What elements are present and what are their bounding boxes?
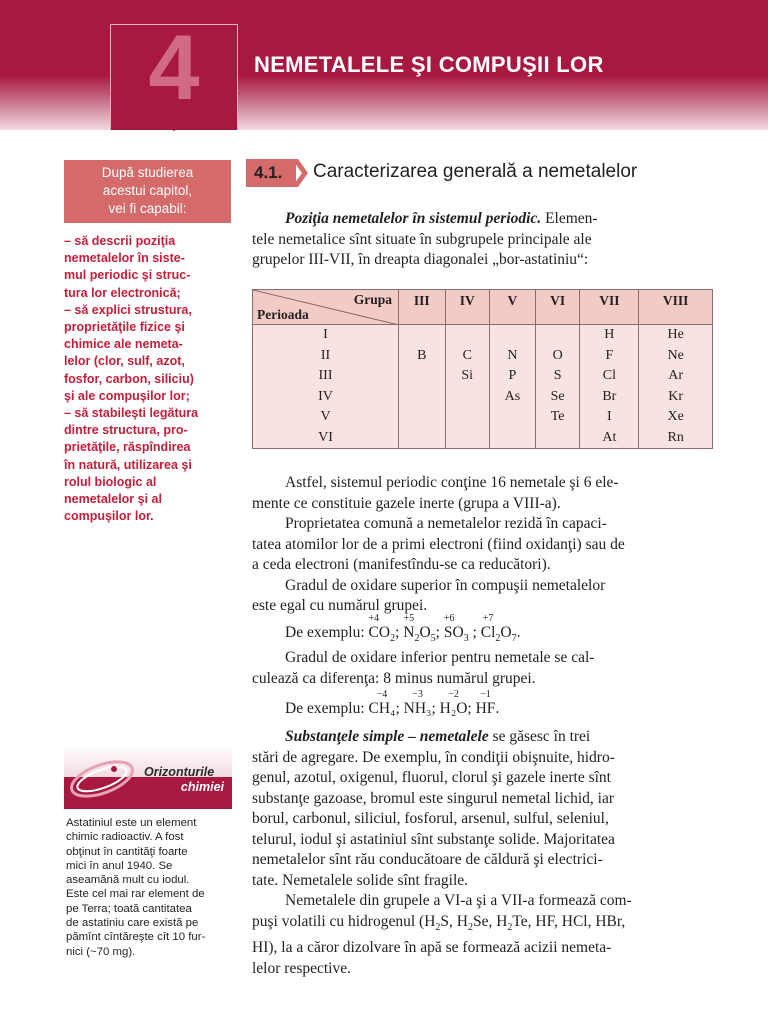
chapter-title: NEMETALELE ŞI COMPUŞII LOR — [254, 52, 604, 77]
element-cell — [399, 387, 446, 408]
horizon-line: nici (~70 mg). — [66, 945, 136, 958]
text-line: se găsesc în trei — [488, 728, 591, 745]
period-cell: III — [253, 366, 399, 387]
horizon-line: de astatiniu care există pe — [66, 917, 199, 930]
bold-term: Substanţele simple – nemetalele — [285, 728, 489, 745]
chapter-number: 4 — [148, 17, 200, 119]
element-cell: As — [489, 387, 535, 408]
table-header-row — [253, 290, 713, 325]
element-cell: F — [580, 346, 639, 367]
element-cell: S — [535, 366, 579, 387]
oxidation-number: +7 — [482, 613, 494, 624]
period-cell: IV — [253, 387, 399, 408]
orbit-swoosh-icon — [66, 751, 138, 803]
horizon-line: aseamănă mult cu iodul. — [66, 874, 190, 887]
paragraph-lower-oxidation — [252, 648, 712, 689]
element-cell: Br — [580, 387, 639, 408]
example-high-oxidation — [285, 613, 521, 645]
horizons-title: Orizonturile — [144, 765, 215, 779]
formula: −4 CH₄; — [368, 689, 404, 717]
objectives-list — [64, 233, 234, 525]
row-axis-label: Perioada — [257, 307, 309, 322]
element-cell: Te — [535, 407, 579, 428]
element-cell: Ne — [639, 346, 713, 367]
example-label: De exemplu: — [285, 700, 365, 717]
element-cell: C — [445, 346, 489, 367]
formula: −3 NH₃; — [403, 689, 440, 717]
formula: +6 $SO_3$ ; — [443, 613, 481, 645]
column-header: VII — [580, 290, 639, 325]
period-cell: V — [253, 407, 399, 428]
horizons-box — [64, 745, 232, 809]
objectives-title-box — [64, 160, 231, 223]
oxidation-number: +6 — [443, 613, 455, 624]
column-header: V — [489, 290, 535, 325]
text-line: Nemetalele din grupele a VI-a şi a VII-a formează com- — [285, 892, 632, 909]
example-formulas — [368, 613, 521, 645]
text-line: Proprietatea comună a nemetalelor rezidă în capaci- — [285, 515, 607, 532]
column-axis-label: Grupa — [353, 292, 392, 307]
table-corner-header — [253, 290, 399, 325]
element-cell: N — [489, 346, 535, 367]
element-cell — [445, 428, 489, 449]
table-row — [253, 407, 713, 428]
horizon-line: Este cel mai rar element de — [66, 888, 205, 901]
element-cell — [489, 428, 535, 449]
objective-line: tura lor electronică; — [64, 285, 181, 300]
text-line: lelor respective. — [252, 959, 351, 977]
period-cell: VI — [253, 428, 399, 449]
objective-line: proprietăţile fizice şi — [64, 320, 185, 335]
objective-line: nemetalelor în siste- — [64, 251, 185, 266]
intro-line: tele nemetalice sînt situate în subgrupele principale ale — [252, 230, 592, 248]
text-line: Astfel, sistemul periodic conţine 16 nemetale şi 6 ele- — [285, 474, 619, 491]
horizon-line: obţinut în cantităţi foarte — [66, 845, 188, 858]
element-cell — [399, 366, 446, 387]
table-row — [253, 346, 713, 367]
text-line: borul, carbonul, siliciul, fosforul, arsenul, sulful, seleniul, — [252, 810, 609, 827]
text-line: genul, azotul, oxigenul, fluorul, clorul şi gazele inerte sînt — [252, 769, 611, 786]
objective-line: prietăţile, răspîndirea — [64, 440, 191, 455]
period-cell: II — [253, 346, 399, 367]
element-cell: I — [580, 407, 639, 428]
example-low-oxidation — [285, 689, 500, 718]
table-row — [253, 428, 713, 449]
objectives-title-line: acestui capitol, — [102, 183, 193, 198]
objectives-title-line: vei fi capabil: — [108, 201, 187, 216]
formula: +5 $N_2O_5$; — [403, 613, 444, 645]
example-label: De exemplu: — [285, 624, 365, 641]
intro-paragraph — [252, 209, 712, 271]
section-number: 4.1. — [246, 159, 296, 187]
column-header: III — [399, 290, 446, 325]
horizon-line: mici în anul 1940. Se — [66, 859, 173, 872]
objective-line: în natură, utilizarea şi — [64, 457, 192, 472]
element-cell: P — [489, 366, 535, 387]
text-line: culează ca diferenţa: 8 minus numărul grupei. — [252, 669, 536, 687]
text-line: este egal cu numărul grupei. — [252, 597, 428, 614]
text-line: substanţe gazoase, bromul este singurul nemetal lichid, iar — [252, 789, 614, 807]
objective-line: compuşilor lor. — [64, 509, 154, 524]
element-cell — [535, 428, 579, 449]
element-cell: Rn — [639, 428, 713, 449]
formula: −1 HF. — [475, 689, 500, 717]
oxidation-number: −2 — [448, 689, 459, 700]
objectives-title-line: După studierea — [101, 165, 194, 180]
objective-line: fosfor, carbon, siliciu) — [64, 371, 194, 386]
intro-text: Elemen- — [541, 210, 598, 227]
element-cell: He — [639, 325, 713, 346]
element-cell: B — [399, 346, 446, 367]
text-line: tate. Nemetalele solide sînt fragile. — [252, 871, 469, 889]
horizon-line: pămînt cîntăreşte cît 10 fur- — [66, 931, 206, 944]
horizons-subtitle: chimiei — [180, 780, 224, 794]
element-cell — [445, 407, 489, 428]
element-cell — [489, 325, 535, 346]
element-cell: At — [580, 428, 639, 449]
element-cell — [445, 387, 489, 408]
horizon-line: chimic radioactiv. A fost — [66, 831, 184, 844]
paragraph-simple-substances — [252, 727, 712, 979]
element-cell: Kr — [639, 387, 713, 408]
period-cell: I — [253, 325, 399, 346]
column-header: VIII — [639, 290, 713, 325]
section-chevron-icon — [292, 159, 308, 187]
objective-line: dintre structura, pro- — [64, 423, 188, 438]
table-row — [253, 387, 713, 408]
text-line: Gradul de oxidare inferior pentru nemetale se cal- — [285, 649, 595, 666]
objective-line: chimice ale nemeta- — [64, 337, 183, 352]
section-title: Caracterizarea generală a nemetalelor — [313, 161, 638, 182]
objective-line: rolul biologic al — [64, 474, 157, 489]
element-cell: Si — [445, 366, 489, 387]
element-cell — [489, 407, 535, 428]
element-cell — [399, 325, 446, 346]
intro-bold-lead: Poziţia nemetalelor în sistemul periodic. — [285, 210, 542, 227]
horizon-line: pe Terra; toată cantitatea — [66, 902, 192, 915]
text-line: tatea atomilor lor de a primi electroni (fiind oxidanţi) sau de — [252, 535, 625, 553]
objective-line: nemetalelor şi al — [64, 492, 162, 507]
intro-line: grupelor III-VII, în dreapta diagonalei „bor-astatiniu“: — [252, 251, 589, 268]
element-cell: O — [535, 346, 579, 367]
formula: −2 H₂O; — [439, 689, 476, 717]
element-cell: Se — [535, 387, 579, 408]
text-line: nemetalelor sînt rău conducătoare de căldură şi electrici- — [252, 851, 603, 868]
periodic-table — [252, 289, 713, 449]
text-line: telurul, iodul şi astatiniul sînt substanţe solide. Majoritatea — [252, 830, 615, 848]
element-cell — [535, 325, 579, 346]
element-cell: Cl — [580, 366, 639, 387]
formula: +4 $CO_2$; — [368, 613, 404, 645]
table-row — [253, 325, 713, 346]
table-row — [253, 366, 713, 387]
oxidation-number: −4 — [376, 689, 388, 700]
objective-line: – să explici strustura, — [64, 302, 192, 317]
oxidation-number: +5 — [403, 613, 415, 624]
text-line: Gradul de oxidare superior în compuşii nemetalelor — [285, 576, 606, 594]
element-cell: H — [580, 325, 639, 346]
objective-line: – să descrii poziţia — [64, 234, 176, 248]
objective-line: lelor (clor, sulf, azot, — [64, 354, 185, 369]
horizons-text — [66, 816, 234, 959]
paragraph-16-nonmetals — [252, 473, 712, 617]
oxidation-number: −1 — [480, 689, 491, 700]
oxidation-number: +4 — [368, 613, 380, 624]
example-formulas — [368, 689, 500, 717]
oxidation-number: −3 — [412, 689, 423, 700]
objective-line: – să stabileşti legătura — [64, 406, 199, 421]
element-cell: Xe — [639, 407, 713, 428]
text-line: mente ce constituie gazele inerte (grupa a VIII-a). — [252, 494, 561, 512]
element-cell — [399, 407, 446, 428]
formula: +7 $Cl_2O_7$. — [480, 613, 521, 645]
objective-line: mul periodic şi struc- — [64, 268, 191, 283]
objective-line: şi ale compuşilor lor; — [64, 388, 190, 403]
element-cell: Ar — [639, 366, 713, 387]
text-line: puşi volatili cu hidrogenul ($H_2S$, $H_2Se$, $H_2Te$, HF, HCl, HBr, — [252, 912, 626, 933]
horizon-line: Astatiniul este un element — [66, 817, 197, 829]
column-header: VI — [535, 290, 579, 325]
column-header: IV — [445, 290, 489, 325]
text-line: a ceda electroni (manifestîndu-se ca reducători). — [252, 556, 551, 573]
element-cell — [399, 428, 446, 449]
element-cell — [445, 325, 489, 346]
text-line: HI), la a căror dizolvare în apă se formează acizii nemeta- — [252, 939, 612, 957]
text-line: stări de agregare. De exemplu, în condiţii obişnuite, hidro- — [252, 748, 615, 766]
